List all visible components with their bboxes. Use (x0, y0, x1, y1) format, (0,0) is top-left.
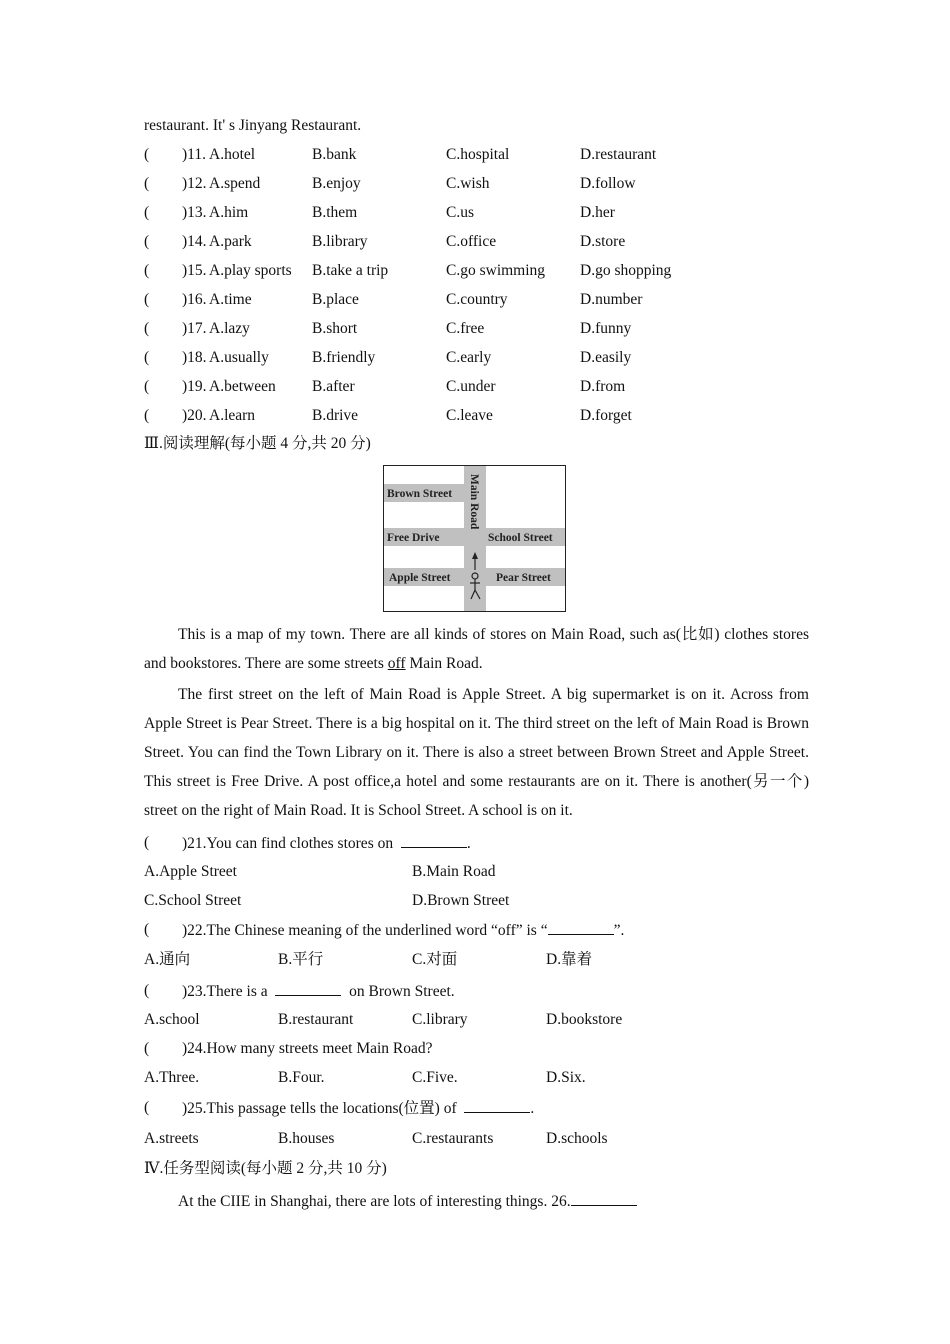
cloze-question-number: )16. (182, 291, 207, 308)
q22-open-paren: ( (144, 921, 150, 938)
cloze-open-paren: ( (144, 262, 150, 279)
cloze-open-paren: ( (144, 146, 150, 163)
cloze-open-paren: ( (144, 407, 150, 424)
cloze-question-number: )19. (182, 378, 207, 395)
q22-option-a: A.通向 (144, 951, 191, 968)
cloze-question-number: )18. (182, 349, 207, 366)
cloze-option-a: A.between (209, 378, 276, 395)
cloze-option-b: B.friendly (312, 349, 376, 366)
cloze-option-b: B.them (312, 204, 358, 221)
q22-option-d: D.靠着 (546, 951, 593, 968)
cloze-open-paren: ( (144, 320, 150, 337)
cloze-option-d: D.go shopping (580, 262, 672, 279)
cloze-question-number: )11. (182, 146, 206, 163)
cloze-question-number: )13. (182, 204, 207, 221)
cloze-option-d: D.forget (580, 407, 632, 424)
cloze-question-number: )20. (182, 407, 207, 424)
q25-open-paren: ( (144, 1099, 150, 1116)
q24-option-b: B.Four. (278, 1069, 325, 1086)
cloze-option-c: C.free (446, 320, 485, 337)
cloze-open-paren: ( (144, 378, 150, 395)
passage-paragraph-2: The first street on the left of Main Road is Apple Street. A big supermarket is on it. Across from Apple Street is Pear Street. There is a big hospital on it. The third street on the left of Main Road is Brown Street. You can find the Town Library on it. There is also a street between Brown Street and Apple Street. This street is Free Drive. A post office,a hotel and some restaurants are on it. There is another(另一个) street on the right of Main Road. It is School Street. A school is on it. (144, 686, 809, 819)
cloze-question-number: )15. (182, 262, 207, 279)
cloze-open-paren: ( (144, 204, 150, 221)
cloze-open-paren: ( (144, 349, 150, 366)
cloze-option-a: A.him (209, 204, 249, 221)
cloze-option-d: D.restaurant (580, 146, 657, 163)
q24-option-c: C.Five. (412, 1069, 458, 1086)
q21-open-paren: ( (144, 834, 150, 851)
cloze-option-b: B.after (312, 378, 355, 395)
q24-option-a: A.Three. (144, 1069, 200, 1086)
cloze-option-b: B.bank (312, 146, 357, 163)
cloze-option-a: A.play sports (209, 262, 292, 279)
cloze-option-b: B.library (312, 233, 368, 250)
cloze-open-paren: ( (144, 233, 150, 250)
cloze-option-b: B.short (312, 320, 358, 337)
section3-title: Ⅲ.阅读理解(每小题 4 分,共 20 分) (144, 435, 371, 452)
q21-option-b: B.Main Road (412, 863, 496, 880)
q24-option-d: D.Six. (546, 1069, 586, 1086)
q23-stem-text: )23.There is a (182, 983, 268, 1000)
cloze-option-a: A.hotel (209, 146, 256, 163)
q24-stem: )24.How many streets meet Main Road? (182, 1040, 433, 1057)
q23-open-paren: ( (144, 982, 150, 999)
cloze-question-number: )17. (182, 320, 207, 337)
cloze-option-d: D.follow (580, 175, 636, 192)
q22-blank (548, 920, 614, 935)
q23-blank (275, 981, 341, 996)
q21-option-c: C.School Street (144, 892, 242, 909)
cloze-option-c: C.office (446, 233, 497, 250)
q23-option-d: D.bookstore (546, 1011, 623, 1028)
q25-end: . (530, 1100, 535, 1117)
q21-option-d: D.Brown Street (412, 892, 510, 909)
q25-blank (464, 1098, 530, 1113)
cloze-option-d: D.from (580, 378, 626, 395)
underlined-word-off: off (387, 655, 406, 672)
passage-paragraph-1 (144, 620, 809, 678)
passage-p1-after: Main Road. (405, 655, 483, 672)
cloze-option-a: A.lazy (209, 320, 250, 337)
q25-option-d: D.schools (546, 1130, 608, 1147)
section4-intro-text: At the CIIE in Shanghai, there are lots of interesting things. 26. (178, 1193, 571, 1210)
map-label-brown-street: Brown Street (387, 488, 453, 500)
passage-p1-before: This is a map of my town. There are all kinds of stores on Main Road, such as(比如) clothes stores and bookstores. There are some streets (144, 626, 809, 672)
cloze-option-a: A.spend (209, 175, 261, 192)
q23-end: on Brown Street. (349, 983, 455, 1000)
q21-end: . (466, 835, 471, 852)
cloze-question-number: )12. (182, 175, 207, 192)
map-label-main-road: Main Road (468, 474, 480, 530)
q21-stem (182, 833, 471, 854)
q25-stem (182, 1098, 534, 1119)
q22-option-b: B.平行 (278, 951, 324, 968)
map-label-apple-street: Apple Street (389, 572, 451, 584)
cloze-option-d: D.funny (580, 320, 632, 337)
map-label-school-street: School Street (488, 532, 553, 544)
cloze-option-c: C.country (446, 291, 508, 308)
cloze-option-a: A.park (209, 233, 252, 250)
q23-option-c: C.library (412, 1011, 468, 1028)
cloze-question-number: )14. (182, 233, 207, 250)
cloze-option-b: B.drive (312, 407, 359, 424)
cloze-option-c: C.under (446, 378, 496, 395)
cloze-open-paren: ( (144, 291, 150, 308)
q25-stem-text: )25.This passage tells the locations(位置) of (182, 1100, 457, 1117)
cloze-option-c: C.go swimming (446, 262, 546, 279)
cloze-option-d: D.store (580, 233, 626, 250)
map-label-pear-street: Pear Street (496, 572, 551, 584)
q21-option-a: A.Apple Street (144, 863, 237, 880)
cloze-option-c: C.leave (446, 407, 493, 424)
q23-option-a: A.school (144, 1011, 200, 1028)
cloze-option-a: A.learn (209, 407, 256, 424)
cloze-option-c: C.hospital (446, 146, 510, 163)
map-label-free-drive: Free Drive (387, 532, 440, 544)
q22-stem (182, 920, 624, 941)
cloze-option-a: A.usually (209, 349, 269, 366)
q22-end: ”. (613, 922, 625, 939)
cloze-option-b: B.place (312, 291, 359, 308)
town-map (383, 465, 566, 612)
cloze-open-paren: ( (144, 175, 150, 192)
q25-option-c: C.restaurants (412, 1130, 494, 1147)
q23-option-b: B.restaurant (278, 1011, 354, 1028)
q21-blank (401, 833, 467, 848)
q23-stem (182, 981, 455, 1002)
q25-option-b: B.houses (278, 1130, 335, 1147)
cloze-option-d: D.number (580, 291, 643, 308)
intro-line: restaurant. It' s Jinyang Restaurant. (144, 117, 362, 134)
q26-blank (571, 1191, 637, 1206)
cloze-option-d: D.her (580, 204, 615, 221)
q21-stem-text: )21.You can find clothes stores on (182, 835, 394, 852)
q22-option-c: C.对面 (412, 951, 458, 968)
section4-title: Ⅳ.任务型阅读(每小题 2 分,共 10 分) (144, 1160, 387, 1177)
cloze-option-c: C.early (446, 349, 492, 366)
cloze-option-b: B.take a trip (312, 262, 389, 279)
cloze-option-c: C.us (446, 204, 474, 221)
cloze-option-c: C.wish (446, 175, 490, 192)
q24-open-paren: ( (144, 1040, 150, 1057)
cloze-option-b: B.enjoy (312, 175, 361, 192)
cloze-option-a: A.time (209, 291, 252, 308)
q25-option-a: A.streets (144, 1130, 199, 1147)
q22-stem-text: )22.The Chinese meaning of the underlined word “off” is “ (182, 922, 548, 939)
section4-intro (178, 1191, 637, 1212)
cloze-option-d: D.easily (580, 349, 632, 366)
